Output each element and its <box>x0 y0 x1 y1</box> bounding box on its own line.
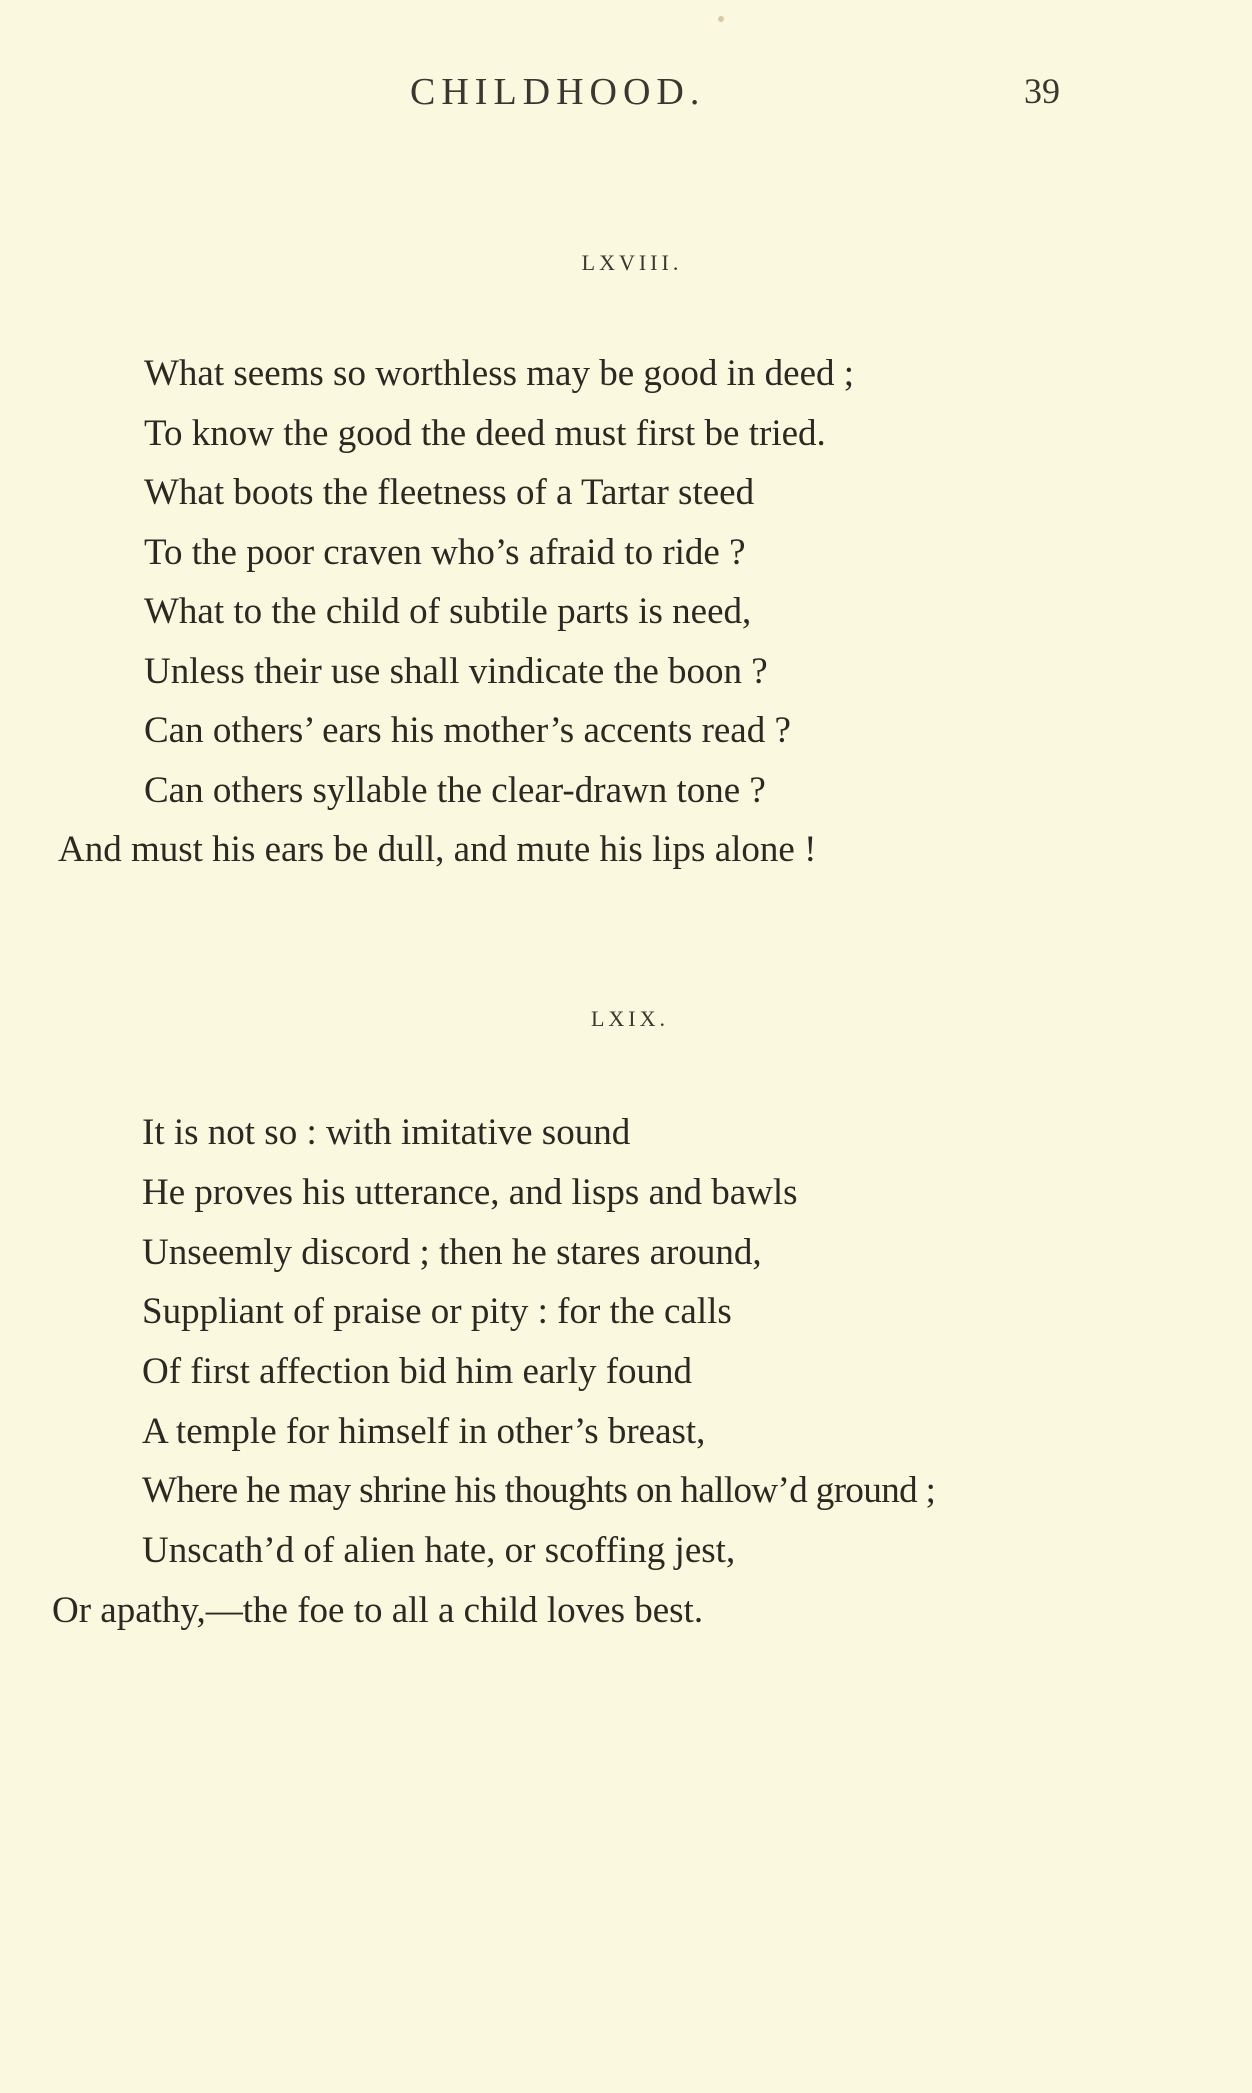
verse-line: What boots the fleetness of a Tartar steed <box>144 472 755 513</box>
stanza-numeral: LXVIII. <box>581 250 683 275</box>
verse-line: Suppliant of praise or pity : for the calls <box>142 1291 732 1332</box>
verse-line: And must his ears be dull, and mute his lips alone ! <box>58 829 817 870</box>
running-head: CHILDHOOD. <box>410 71 706 113</box>
verse-line: What to the child of subtile parts is need, <box>144 591 752 632</box>
verse-line: To the poor craven who’s afraid to ride ? <box>144 532 746 573</box>
verse-line: He proves his utterance, and lisps and bawls <box>142 1172 798 1213</box>
verse-line: To know the good the deed must first be tried. <box>144 413 826 454</box>
verse-line: Can others syllable the clear-drawn tone ? <box>144 770 766 811</box>
verse-line: What seems so worthless may be good in deed ; <box>144 353 855 394</box>
verse-line: Where he may shrine his thoughts on hallow’d ground ; <box>142 1470 936 1511</box>
verse-line: Unscath’d of alien hate, or scoffing jest, <box>142 1530 736 1571</box>
verse-line: Unless their use shall vindicate the boon ? <box>144 651 768 692</box>
verse-line: It is not so : with imitative sound <box>142 1112 631 1153</box>
page-header <box>0 64 1252 124</box>
stanza-numeral: LXIX. <box>590 1006 670 1031</box>
verse-line: Of first affection bid him early found <box>142 1351 693 1392</box>
verse-line: Unseemly discord ; then he stares around, <box>142 1232 762 1273</box>
page-number: 39 <box>1024 71 1060 111</box>
paper-spot <box>718 16 724 22</box>
verse-line: A temple for himself in other’s breast, <box>142 1411 706 1452</box>
verse-line: Or apathy,—the foe to all a child loves best. <box>52 1590 704 1631</box>
verse-line: Can others’ ears his mother’s accents read ? <box>144 710 791 751</box>
